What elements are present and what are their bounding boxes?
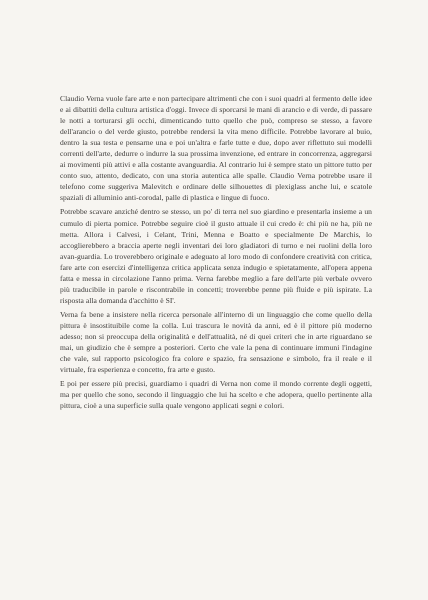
paragraph-3: Verna fa bene a insistere nella ricerca personale all'interno di un linguaggio che come quello della pittura è insostituibile come la colla. Lui trascura le novità da anni, ed è il pittore più moderno adesso; non si preoccupa della originalità e dell'attualità, né di quei criteri che in arte riguardano se mai, un giudizio che è sempre a posteriori. Certo che vale la pena di continuare immuni l'indagine che vale, sul rapporto psicologico fra colore e spazio, fra sensazione e simbolo, fra il reale e il virtuale, fra esperienza e concetto, fra arte e gusto. [60,309,372,375]
essay-text [60,93,372,414]
paragraph-2: Potrebbe scavare anziché dentro se stesso, un po' di terra nel suo giardino e presentarla insieme a un cumulo di pierta pomice. Potrebbe seguire cioè il gusto attuale il cui credo è: chi più ne ha, più ne metta. Allora i Calvesi, i Celant, Trini, Menna e Boatto e specialmente De Marchis, lo accoglierebbero a braccia aperte negli inventari dei loro gladiatori di turno e nei ruolini della loro avan-guardia. Lo troverebbero originale e adeguato al loro modo di confondere creatività con critica, fare arte con esercizi d'intelligenza critica applicata senza indugio e spietatamente, all'opera appena fatta e messa in circolazione l'anno prima. Verna farebbe meglio a fare dell'arte più verbale ovvero più traducibile in parole e riscontrabile in concetti; troverebbe penne più fluide e più ispirate. La risposta alla domanda d'acchitto è SI'. [60,207,372,305]
paragraph-4: E poi per essere più precisi, guardiamo i quadri di Verna non come il mondo corrente degli oggetti, ma per quello che sono, secondo il linguaggio che lui ha scelto e che adopera, quello pertinente alla pittura, cioè a una superficie sulla quale vengono applicati segni e colori. [60,379,372,411]
paragraph-1: Claudio Verna vuole fare arte e non partecipare altrimenti che con i suoi quadri al fermento delle idee e ai dibattiti della cultura artistica d'oggi. Invece di sporcarsi le mani di arancio e di verde, di passare le notti a torturarsi gli occhi, dimenticando tutto quello che può, compreso se stesso, a favore dell'arancio o del verde giusto, potrebbe rendersi la vita meno difficile. Potrebbe lavorare al buio, dentro la sua testa e pensarne una e poi un'altra e farle tutte e due, dopo aver riflettuto sui modelli correnti dell'arte, dedurre o indurre la sua prossima invenzione, ed entrare in concorrenza, aggregarsi ai movimenti più attivi e alla costante avanguardia. Al contrario lui è sempre stato un pittore tutto per conto suo, attento, dedicato, con una storia autentica alle spalle. Claudio Verna potrebbe usare il telefono come suggeriva Malevitch e ordinare delle silhouettes di plexiglass anche lui, e scatole spaziali di alluminio anti-corodal, palle di plastica e lingue di fuoco. [60,94,372,203]
